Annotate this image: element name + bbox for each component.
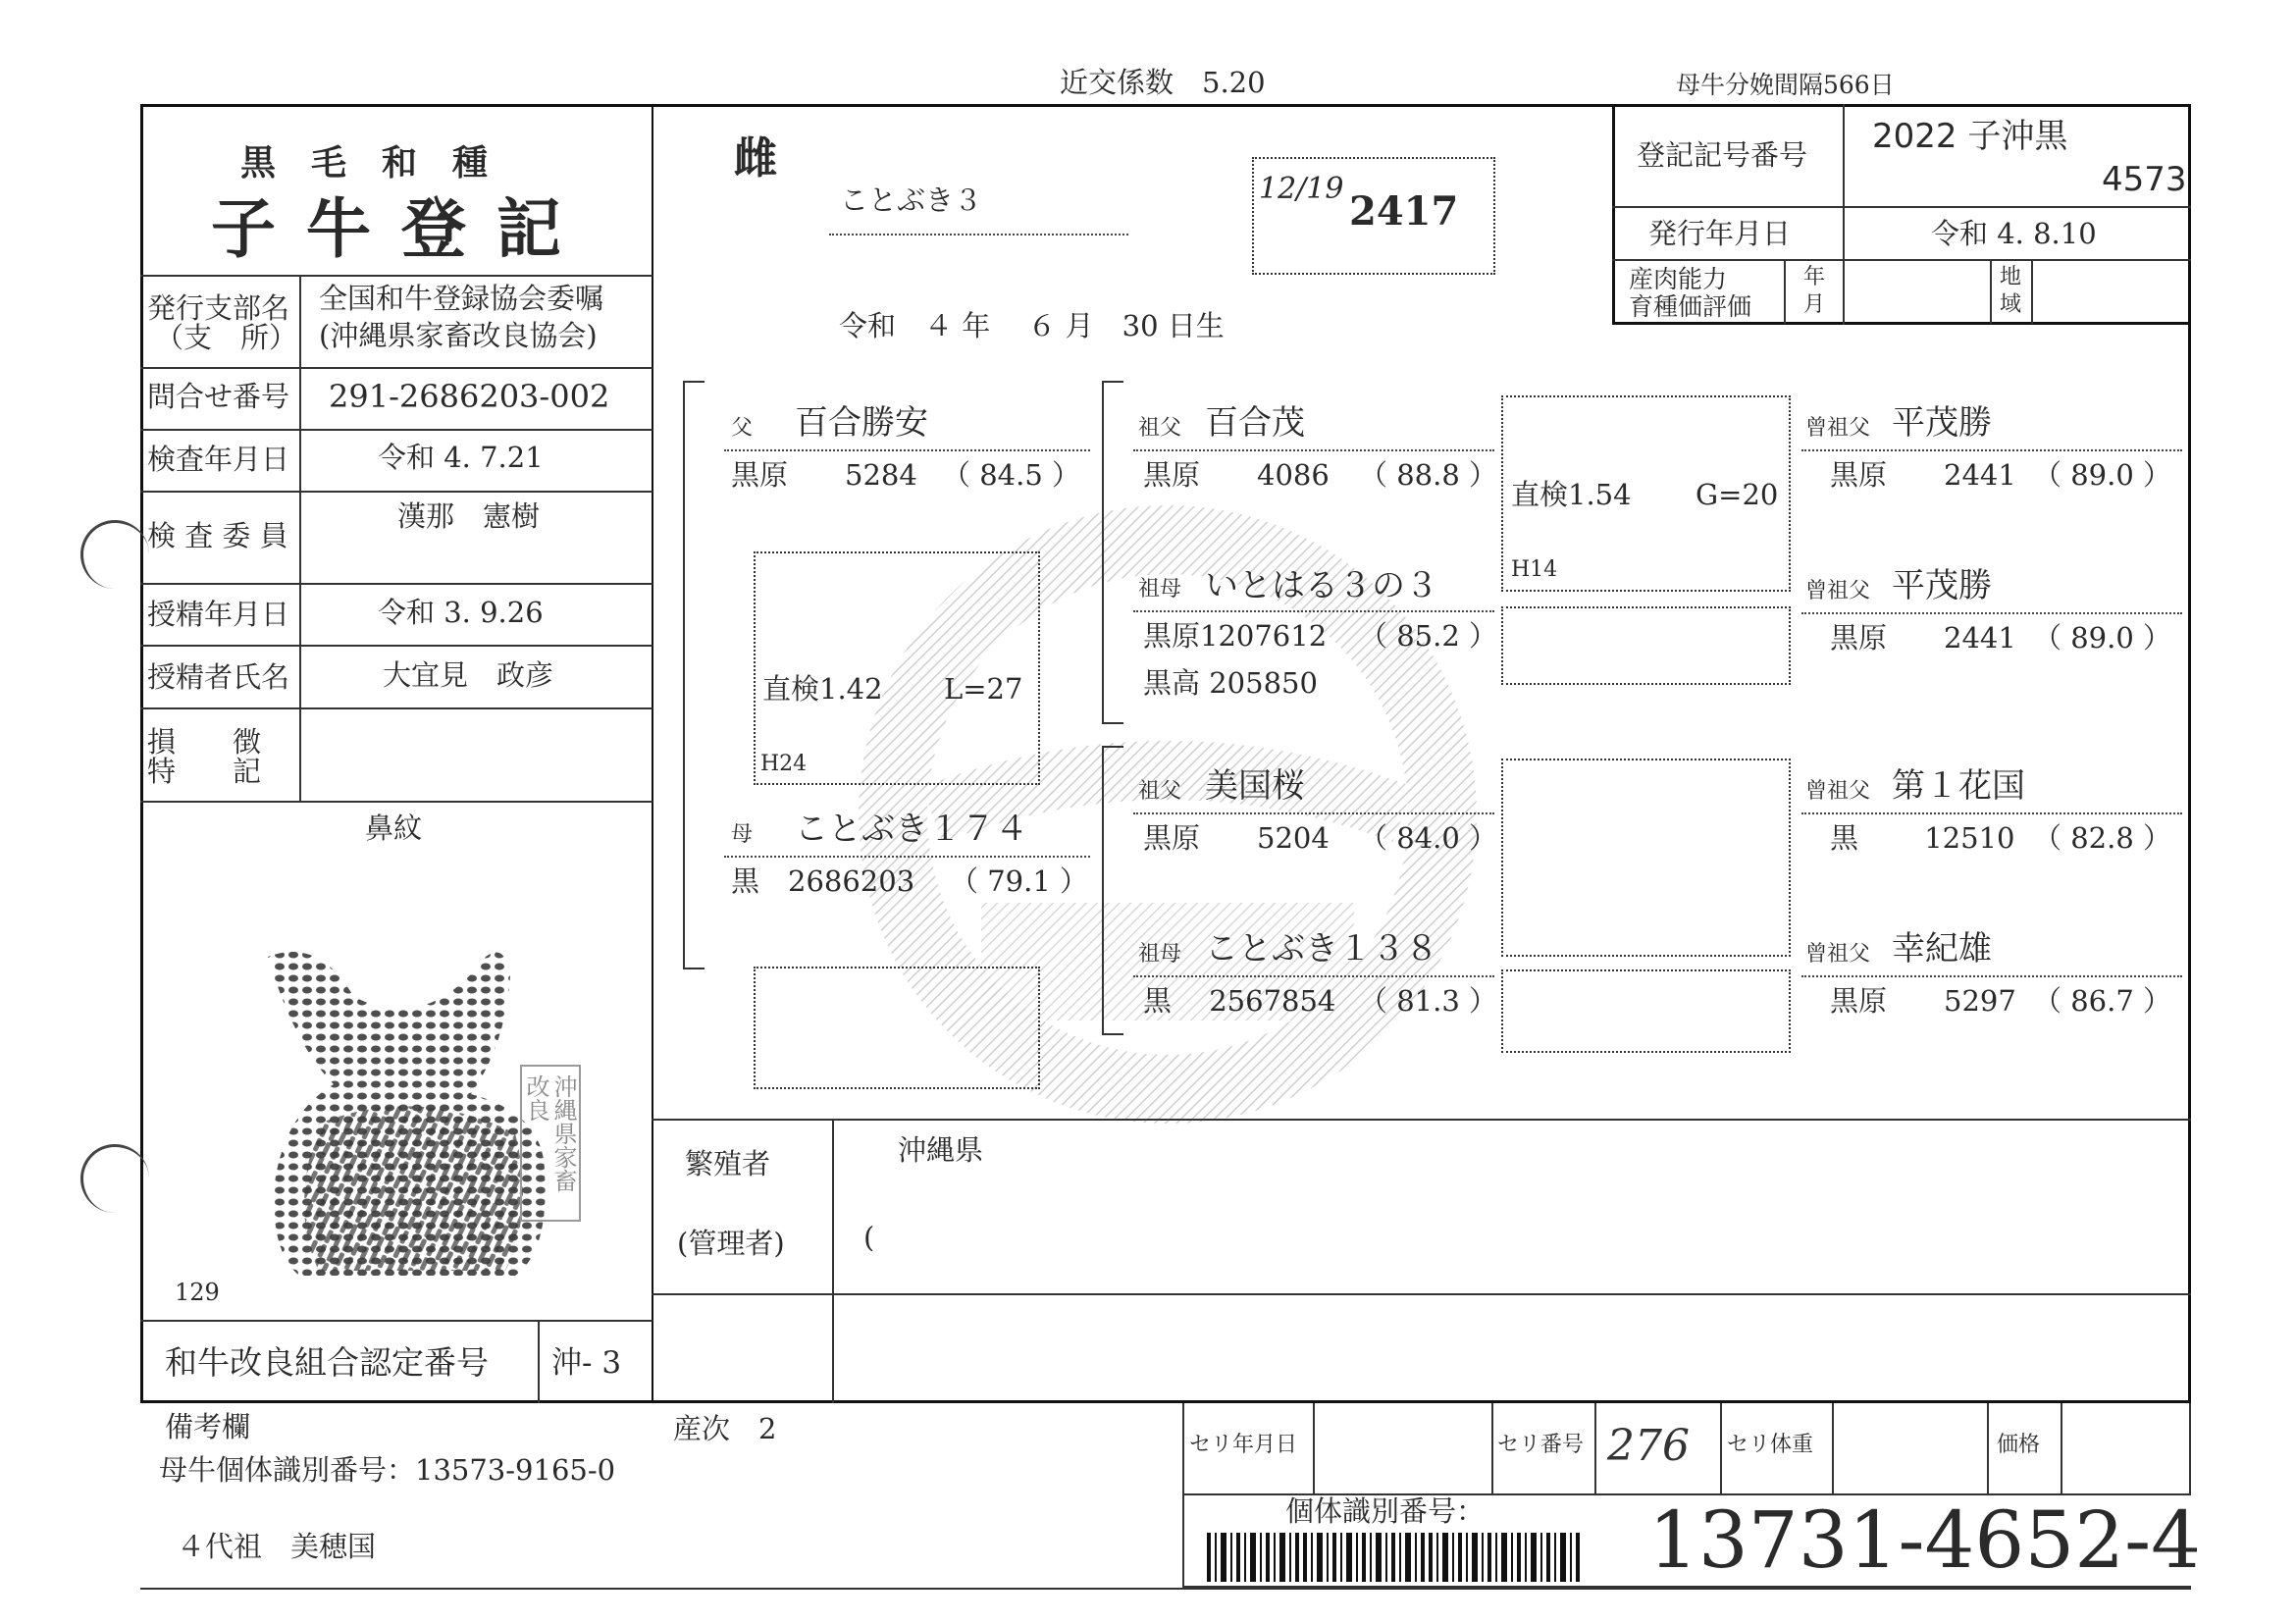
seal-stamp bbox=[520, 1065, 581, 1222]
great-grandsire-2-role: 曾祖父 bbox=[1805, 579, 1871, 603]
sire-inspection-year: H24 bbox=[760, 752, 808, 776]
price-label: 価格 bbox=[1997, 1433, 2041, 1457]
paternal-granddam-score: （ 85.2 ） bbox=[1359, 619, 1498, 653]
breeder-value: 沖縄県 bbox=[898, 1133, 984, 1167]
birth-date: 令和 ４ 年 ６ 月 30 日生 bbox=[839, 309, 1225, 342]
maternal-grandsire-name: 美国桜 bbox=[1205, 766, 1305, 806]
sire-inspection-box bbox=[754, 551, 1040, 785]
great-grandsire-4-name: 幸紀雄 bbox=[1892, 929, 1992, 969]
sire-inspection: 直検1.42 bbox=[762, 672, 883, 706]
branch-label-sub: （支 所） bbox=[155, 321, 298, 354]
maternal-granddam-box bbox=[1501, 969, 1791, 1053]
maternal-grandsire-role: 祖父 bbox=[1138, 779, 1182, 804]
paternal-grandsire-name: 百合茂 bbox=[1205, 403, 1305, 443]
manager-value: ( bbox=[863, 1221, 875, 1254]
remarks-label: 特 記 bbox=[147, 755, 262, 788]
branch-value: 全国和牛登録協会委嘱 bbox=[319, 282, 604, 315]
eval-year-label: 年 bbox=[1803, 265, 1826, 289]
seal-text-2: 改良 bbox=[522, 1074, 549, 1122]
paternal-grandsire-reg: 黒原 4086 bbox=[1143, 458, 1330, 492]
paternal-grandsire-score: （ 88.8 ） bbox=[1359, 458, 1498, 492]
dam-reg: 黒 2686203 bbox=[731, 864, 915, 898]
maternal-grandsire-score: （ 84.0 ） bbox=[1359, 821, 1498, 855]
eval-region-label: 地 bbox=[2000, 265, 2022, 289]
great-grandsire-2-score: （ 89.0 ） bbox=[2033, 621, 2172, 654]
inspection-date-label: 検査年月日 bbox=[147, 443, 290, 476]
sire-score: （ 84.5 ） bbox=[942, 458, 1081, 492]
maternal-granddam-reg: 黒 2567854 bbox=[1143, 984, 1336, 1018]
stamp-number: 2417 bbox=[1349, 188, 1459, 235]
binder-hole-top bbox=[80, 520, 149, 589]
inbreeding-coefficient: 近交係数 5.20 bbox=[1060, 66, 1266, 99]
great-grandsire-1-reg: 黒原 2441 bbox=[1830, 458, 2016, 492]
sire-side-bracket bbox=[1102, 381, 1123, 724]
dam-role: 母 bbox=[731, 822, 754, 847]
parent-bracket bbox=[683, 381, 704, 969]
maternal-grandsire-reg: 黒原 5204 bbox=[1143, 821, 1330, 855]
great-grandsire-1-score: （ 89.0 ） bbox=[2033, 458, 2172, 492]
maternal-granddam-role: 祖母 bbox=[1138, 942, 1182, 967]
insemination-date-value: 令和 3. 9.26 bbox=[378, 596, 544, 629]
paternal-granddam-role: 祖母 bbox=[1138, 577, 1182, 602]
meat-ability-label: 産肉能力 bbox=[1629, 265, 1728, 293]
dam-id-number: 母牛個体識別番号：13573-9165-0 bbox=[159, 1453, 616, 1487]
grandsire-inspection-value: G=20 bbox=[1696, 478, 1779, 511]
grandsire-inspection-year: H14 bbox=[1511, 557, 1558, 582]
inspector-value: 漢那 憲樹 bbox=[397, 499, 541, 533]
breed-title: 黒 毛 和 種 bbox=[240, 142, 489, 183]
barcode bbox=[1207, 1533, 1580, 1582]
great-grandsire-1-name: 平茂勝 bbox=[1892, 403, 1992, 443]
great-grandsire-3-score: （ 82.8 ） bbox=[2033, 821, 2172, 855]
granddam-inspection-box bbox=[1501, 606, 1791, 685]
eval-region-label-2: 域 bbox=[2000, 292, 2022, 317]
auction-number-value: 276 bbox=[1607, 1421, 1690, 1471]
nose-print-number: 129 bbox=[175, 1279, 220, 1306]
breeder-label: 繁殖者 bbox=[685, 1147, 771, 1180]
sire-role: 父 bbox=[731, 416, 754, 441]
stamp-date: 12/19 bbox=[1259, 172, 1344, 206]
union-cert-value: 沖- 3 bbox=[551, 1345, 622, 1381]
great-grandsire-4-role: 曾祖父 bbox=[1805, 942, 1871, 967]
left-panel-divider bbox=[652, 104, 653, 1403]
paternal-granddam-reg: 黒原1207612 bbox=[1143, 619, 1328, 653]
document-title: 子 牛 登 記 bbox=[211, 190, 565, 267]
parity: 産次 2 bbox=[673, 1412, 777, 1445]
great-grandsire-4-score: （ 86.7 ） bbox=[2033, 984, 2172, 1018]
union-cert-label: 和牛改良組合認定番号 bbox=[165, 1343, 489, 1382]
reg-number-value: 2022 子沖黒 bbox=[1872, 117, 2068, 156]
auction-number-label: セリ番号 bbox=[1497, 1433, 1585, 1457]
insemination-date-label: 授精年月日 bbox=[147, 598, 290, 631]
fourth-ancestor: ４代祖 美穂国 bbox=[177, 1530, 377, 1563]
great-grandsire-2-name: 平茂勝 bbox=[1892, 566, 1992, 605]
sire-inspection-value: L=27 bbox=[944, 672, 1023, 706]
inseminator-value: 大宜見 政彦 bbox=[383, 658, 554, 692]
paternal-grandsire-role: 祖父 bbox=[1138, 416, 1182, 441]
seal-text: 沖縄県家畜 bbox=[549, 1074, 577, 1192]
inspector-label: 検 査 委 員 bbox=[147, 519, 288, 552]
grandsire-inspection: 直検1.54 bbox=[1511, 478, 1632, 511]
paternal-granddam-name: いとはる３の３ bbox=[1205, 566, 1438, 605]
great-grandsire-2-reg: 黒原 2441 bbox=[1830, 621, 2016, 654]
inquiry-value: 291-2686203-002 bbox=[329, 378, 610, 415]
auction-weight-label: セリ体重 bbox=[1727, 1433, 1814, 1457]
defect-label: 損 徴 bbox=[147, 725, 262, 759]
dam-name: ことぶき１７４ bbox=[795, 810, 1028, 849]
great-grandsire-3-name: 第１花国 bbox=[1892, 766, 2025, 806]
individual-id-value: 13731-4652-4 bbox=[1648, 1494, 2202, 1586]
manager-label: (管理者) bbox=[677, 1227, 785, 1260]
sex-label: 雌 bbox=[734, 133, 777, 183]
nose-print-label: 鼻紋 bbox=[365, 812, 423, 845]
issue-date-value: 令和 4. 8.10 bbox=[1931, 217, 2097, 250]
great-grandsire-3-role: 曾祖父 bbox=[1805, 779, 1871, 804]
great-grandsire-3-reg: 黒 12510 bbox=[1830, 821, 2015, 855]
breeding-value-label: 育種価評価 bbox=[1629, 292, 1752, 321]
issue-date-label: 発行年月日 bbox=[1648, 217, 1792, 250]
maternal-granddam-score: （ 81.3 ） bbox=[1359, 984, 1498, 1018]
calf-name: ことぶき３ bbox=[840, 183, 983, 217]
great-grandsire-4-reg: 黒原 5297 bbox=[1830, 984, 2016, 1018]
inseminator-label: 授精者氏名 bbox=[147, 660, 290, 694]
binder-hole-bottom bbox=[80, 1144, 149, 1213]
dam-side-bracket bbox=[1102, 746, 1123, 1035]
remarks-column-label: 備考欄 bbox=[165, 1410, 251, 1443]
auction-date-label: セリ年月日 bbox=[1189, 1433, 1298, 1457]
branch-label: 発行支部名 bbox=[147, 291, 290, 325]
maternal-granddam-name: ことぶき１３８ bbox=[1205, 929, 1438, 969]
sire-name: 百合勝安 bbox=[795, 403, 928, 443]
dam-score: （ 79.1 ） bbox=[950, 864, 1089, 898]
maternal-grandsire-box bbox=[1501, 759, 1791, 957]
reg-number-value-2: 4573 bbox=[2102, 160, 2187, 199]
individual-id-label: 個体識別番号： bbox=[1285, 1494, 1486, 1528]
great-grandsire-1-role: 曾祖父 bbox=[1805, 416, 1871, 441]
inquiry-label: 問合せ番号 bbox=[147, 380, 290, 413]
calving-interval: 母牛分娩間隔566日 bbox=[1676, 71, 1895, 99]
branch-value-sub: (沖縄県家畜改良協会) bbox=[319, 319, 598, 352]
dam-inspection-box bbox=[754, 967, 1040, 1089]
inspection-date-value: 令和 4. 7.21 bbox=[378, 441, 544, 474]
eval-month-label: 月 bbox=[1803, 292, 1826, 317]
reg-number-label: 登記記号番号 bbox=[1637, 138, 1808, 172]
paternal-granddam-reg2: 黒高 205850 bbox=[1143, 666, 1318, 700]
sire-reg: 黒原 5284 bbox=[731, 458, 917, 492]
